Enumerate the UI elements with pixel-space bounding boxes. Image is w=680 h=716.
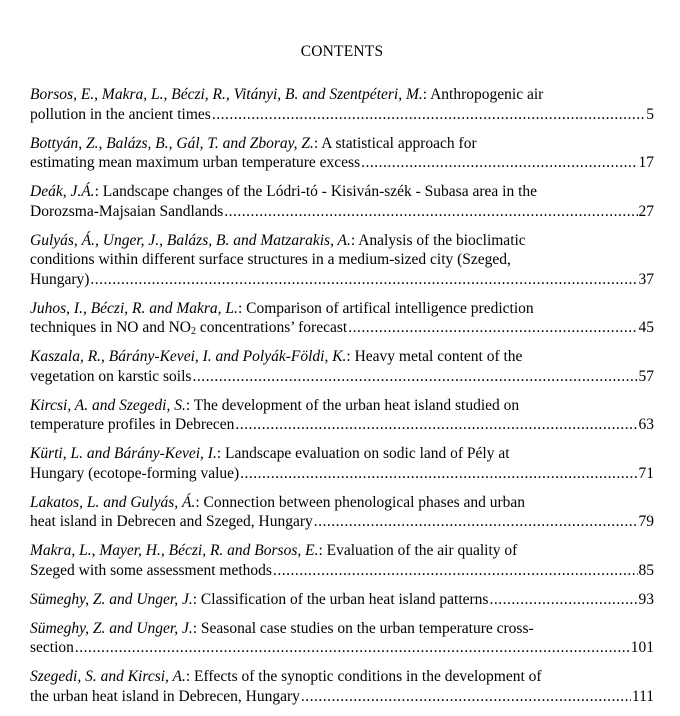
toc-entry-authors: Deák, J.Á.: [30, 183, 95, 200]
dot-leader: [489, 590, 637, 610]
toc-entry-authors: Juhos, I., Béczi, R. and Makra, L.: [30, 299, 238, 317]
toc-entry-line-1: [30, 134, 654, 154]
toc-entry-line-1: [30, 299, 654, 319]
toc-entry-title: : The development of the urban heat island studied on: [185, 396, 520, 414]
toc-entry-line-1: [30, 619, 654, 639]
toc-entry-title: : Comparison of artifical intelligence prediction: [237, 299, 534, 317]
toc-entry-page: 5: [646, 105, 654, 123]
dot-leader: [301, 687, 631, 707]
toc-entry-title: : Classification of the urban heat island patterns: [192, 590, 489, 608]
toc-entry-line-2: [30, 153, 654, 173]
toc-entry-page: 79: [638, 513, 654, 530]
toc-entry[interactable]: [30, 134, 654, 173]
dot-leader: [314, 512, 638, 532]
toc-entry-title: : Evaluation of the air quality of: [318, 542, 518, 559]
toc-entry-line-1: [30, 667, 654, 687]
toc-entry[interactable]: [30, 299, 654, 338]
toc-entry-line-2: [30, 638, 654, 658]
toc-entry-line-2: [30, 687, 654, 707]
toc-entry[interactable]: [30, 182, 654, 221]
toc-entry-title-cont: pollution in the ancient times: [30, 105, 211, 123]
toc-entry[interactable]: [30, 619, 654, 658]
title-part-a: techniques in NO and NO: [30, 319, 191, 336]
toc-entry-page: 57: [638, 367, 654, 385]
toc-entry-title-cont: vegetation on karstic soils: [30, 367, 192, 385]
toc-entry-page: 17: [638, 154, 654, 171]
toc-entry-authors: Borsos, E., Makra, L., Béczi, R., Vitányi, B. and Szentpéteri, M.: [30, 86, 423, 103]
toc-entry-title: : A statistical approach for: [313, 134, 477, 152]
toc-entry-line-2: [30, 512, 654, 532]
title-part-b: concentrations’ forecast: [196, 319, 348, 336]
toc-entry-title: : Anthropogenic air: [422, 86, 544, 103]
toc-entry-line-1: [30, 347, 654, 367]
toc-entry-page: 85: [638, 561, 654, 579]
toc-entry-authors: Kürti, L. and Bárány-Kevei, I.: [30, 445, 217, 462]
subscript-2: 2: [191, 326, 196, 337]
toc-entry-line-2: [30, 202, 654, 222]
toc-entry-page: 101: [630, 639, 654, 656]
toc-entry-head: [30, 590, 488, 610]
dot-leader: [273, 561, 638, 581]
toc-entry-title: : Landscape changes of the Lódri-tó - Kisiván-szék - Subasa area in the: [94, 183, 538, 200]
toc-entry-page: 27: [638, 202, 654, 220]
toc-entry[interactable]: [30, 541, 654, 580]
toc-entry-title: : Effects of the synoptic conditions in the development of: [185, 668, 542, 685]
toc-entry-title: : Connection between phenological phases and urban: [195, 493, 526, 511]
page-title: CONTENTS: [300, 43, 384, 60]
dot-leader: [224, 202, 637, 222]
toc-entry[interactable]: [30, 347, 654, 386]
toc-entry-title: : Landscape evaluation on sodic land of Pély at: [216, 445, 510, 462]
toc-entry[interactable]: [30, 493, 654, 532]
dot-leader: [212, 105, 645, 125]
toc-entry-line-2: [30, 105, 654, 125]
toc-entry-line-3: [30, 270, 654, 290]
toc-entry-line-1: [30, 85, 654, 105]
toc-entry-title: : Analysis of the bioclimatic: [350, 231, 526, 249]
toc-entry-authors: Bottyán, Z., Balázs, B., Gál, T. and Zboray, Z.: [30, 134, 314, 152]
toc-entry[interactable]: [30, 396, 654, 435]
toc-entry-title-cont: section: [30, 639, 74, 656]
toc-entry-title-cont: estimating mean maximum urban temperature excess: [30, 154, 361, 171]
toc-list: [30, 85, 654, 716]
dot-leader: [235, 415, 637, 435]
toc-entry-title-cont: the urban heat island in Debrecen, Hungary: [30, 687, 300, 705]
toc-entry-title-cont: Szeged with some assessment methods: [30, 561, 272, 579]
toc-entry-line-2: [30, 415, 654, 435]
toc-entry-page: 37: [638, 270, 654, 288]
toc-entry-authors: Makra, L., Mayer, H., Béczi, R. and Borsos, E.: [30, 542, 319, 559]
toc-entry-line-2: [30, 464, 654, 484]
toc-entry-authors: Szegedi, S. and Kircsi, A.: [30, 668, 186, 685]
dot-leader: [240, 464, 637, 484]
toc-entry-authors: Gulyás, Á., Unger, J., Balázs, B. and Matzarakis, A.: [30, 231, 351, 249]
toc-entry-authors: Sümeghy, Z. and Unger, J.: [30, 619, 193, 637]
toc-entry-title: : Heavy metal content of the: [346, 348, 523, 365]
toc-entry-authors: Kircsi, A. and Szegedi, S.: [30, 396, 186, 414]
toc-entry[interactable]: [30, 444, 654, 483]
toc-entry[interactable]: [30, 85, 654, 124]
toc-entry-line-2: [30, 318, 654, 338]
toc-entry-title-cont: Hungary (ecotope-forming value): [30, 464, 240, 482]
dot-leader: [90, 270, 637, 290]
toc-entry[interactable]: [30, 231, 654, 290]
toc-entry-page: 71: [638, 464, 654, 482]
toc-entry-authors: Kaszala, R., Bárány-Kevei, I. and Polyák-Földi, K.: [30, 348, 347, 365]
toc-entry[interactable]: [30, 667, 654, 706]
dot-leader: [75, 638, 630, 658]
toc-entry-page: 63: [638, 416, 654, 433]
toc-entry-title-cont: temperature profiles in Debrecen: [30, 416, 235, 433]
dot-leader: [192, 367, 637, 387]
toc-entry-line-2: [30, 561, 654, 581]
toc-entry-page: 45: [638, 319, 654, 336]
toc-entry-title-cont: [30, 318, 347, 338]
toc-entry-authors: Lakatos, L. and Gulyás, Á.: [30, 493, 196, 511]
toc-entry-title-cont: Hungary): [30, 270, 90, 288]
toc-entry-page: 93: [638, 590, 654, 608]
toc-entry-title-cont: heat island in Debrecen and Szeged, Hungary: [30, 513, 313, 530]
dot-leader: [348, 318, 637, 338]
toc-entry-line-1: [30, 231, 654, 251]
toc-entry-line-2: [30, 367, 654, 387]
toc-entry-line-1: [30, 396, 654, 416]
toc-entry-line-1: [30, 182, 654, 202]
toc-entry-page: 111: [631, 687, 654, 705]
toc-entry-line-1: [30, 541, 654, 561]
toc-entry-title: : Seasonal case studies on the urban temperature cross-: [192, 619, 534, 637]
toc-entry[interactable]: [30, 590, 654, 610]
toc-entry-title-cont: Dorozsma-Majsaian Sandlands: [30, 202, 224, 220]
toc-entry-line-1: [30, 444, 654, 464]
toc-entry-line-1: [30, 493, 654, 513]
toc-entry-line-1: [30, 590, 654, 610]
toc-entry-line-mid: conditions within different surface structures in a medium-sized city (Szeged,: [30, 251, 511, 268]
dot-leader: [361, 153, 637, 173]
toc-entry-authors: Sümeghy, Z. and Unger, J.: [30, 590, 193, 608]
